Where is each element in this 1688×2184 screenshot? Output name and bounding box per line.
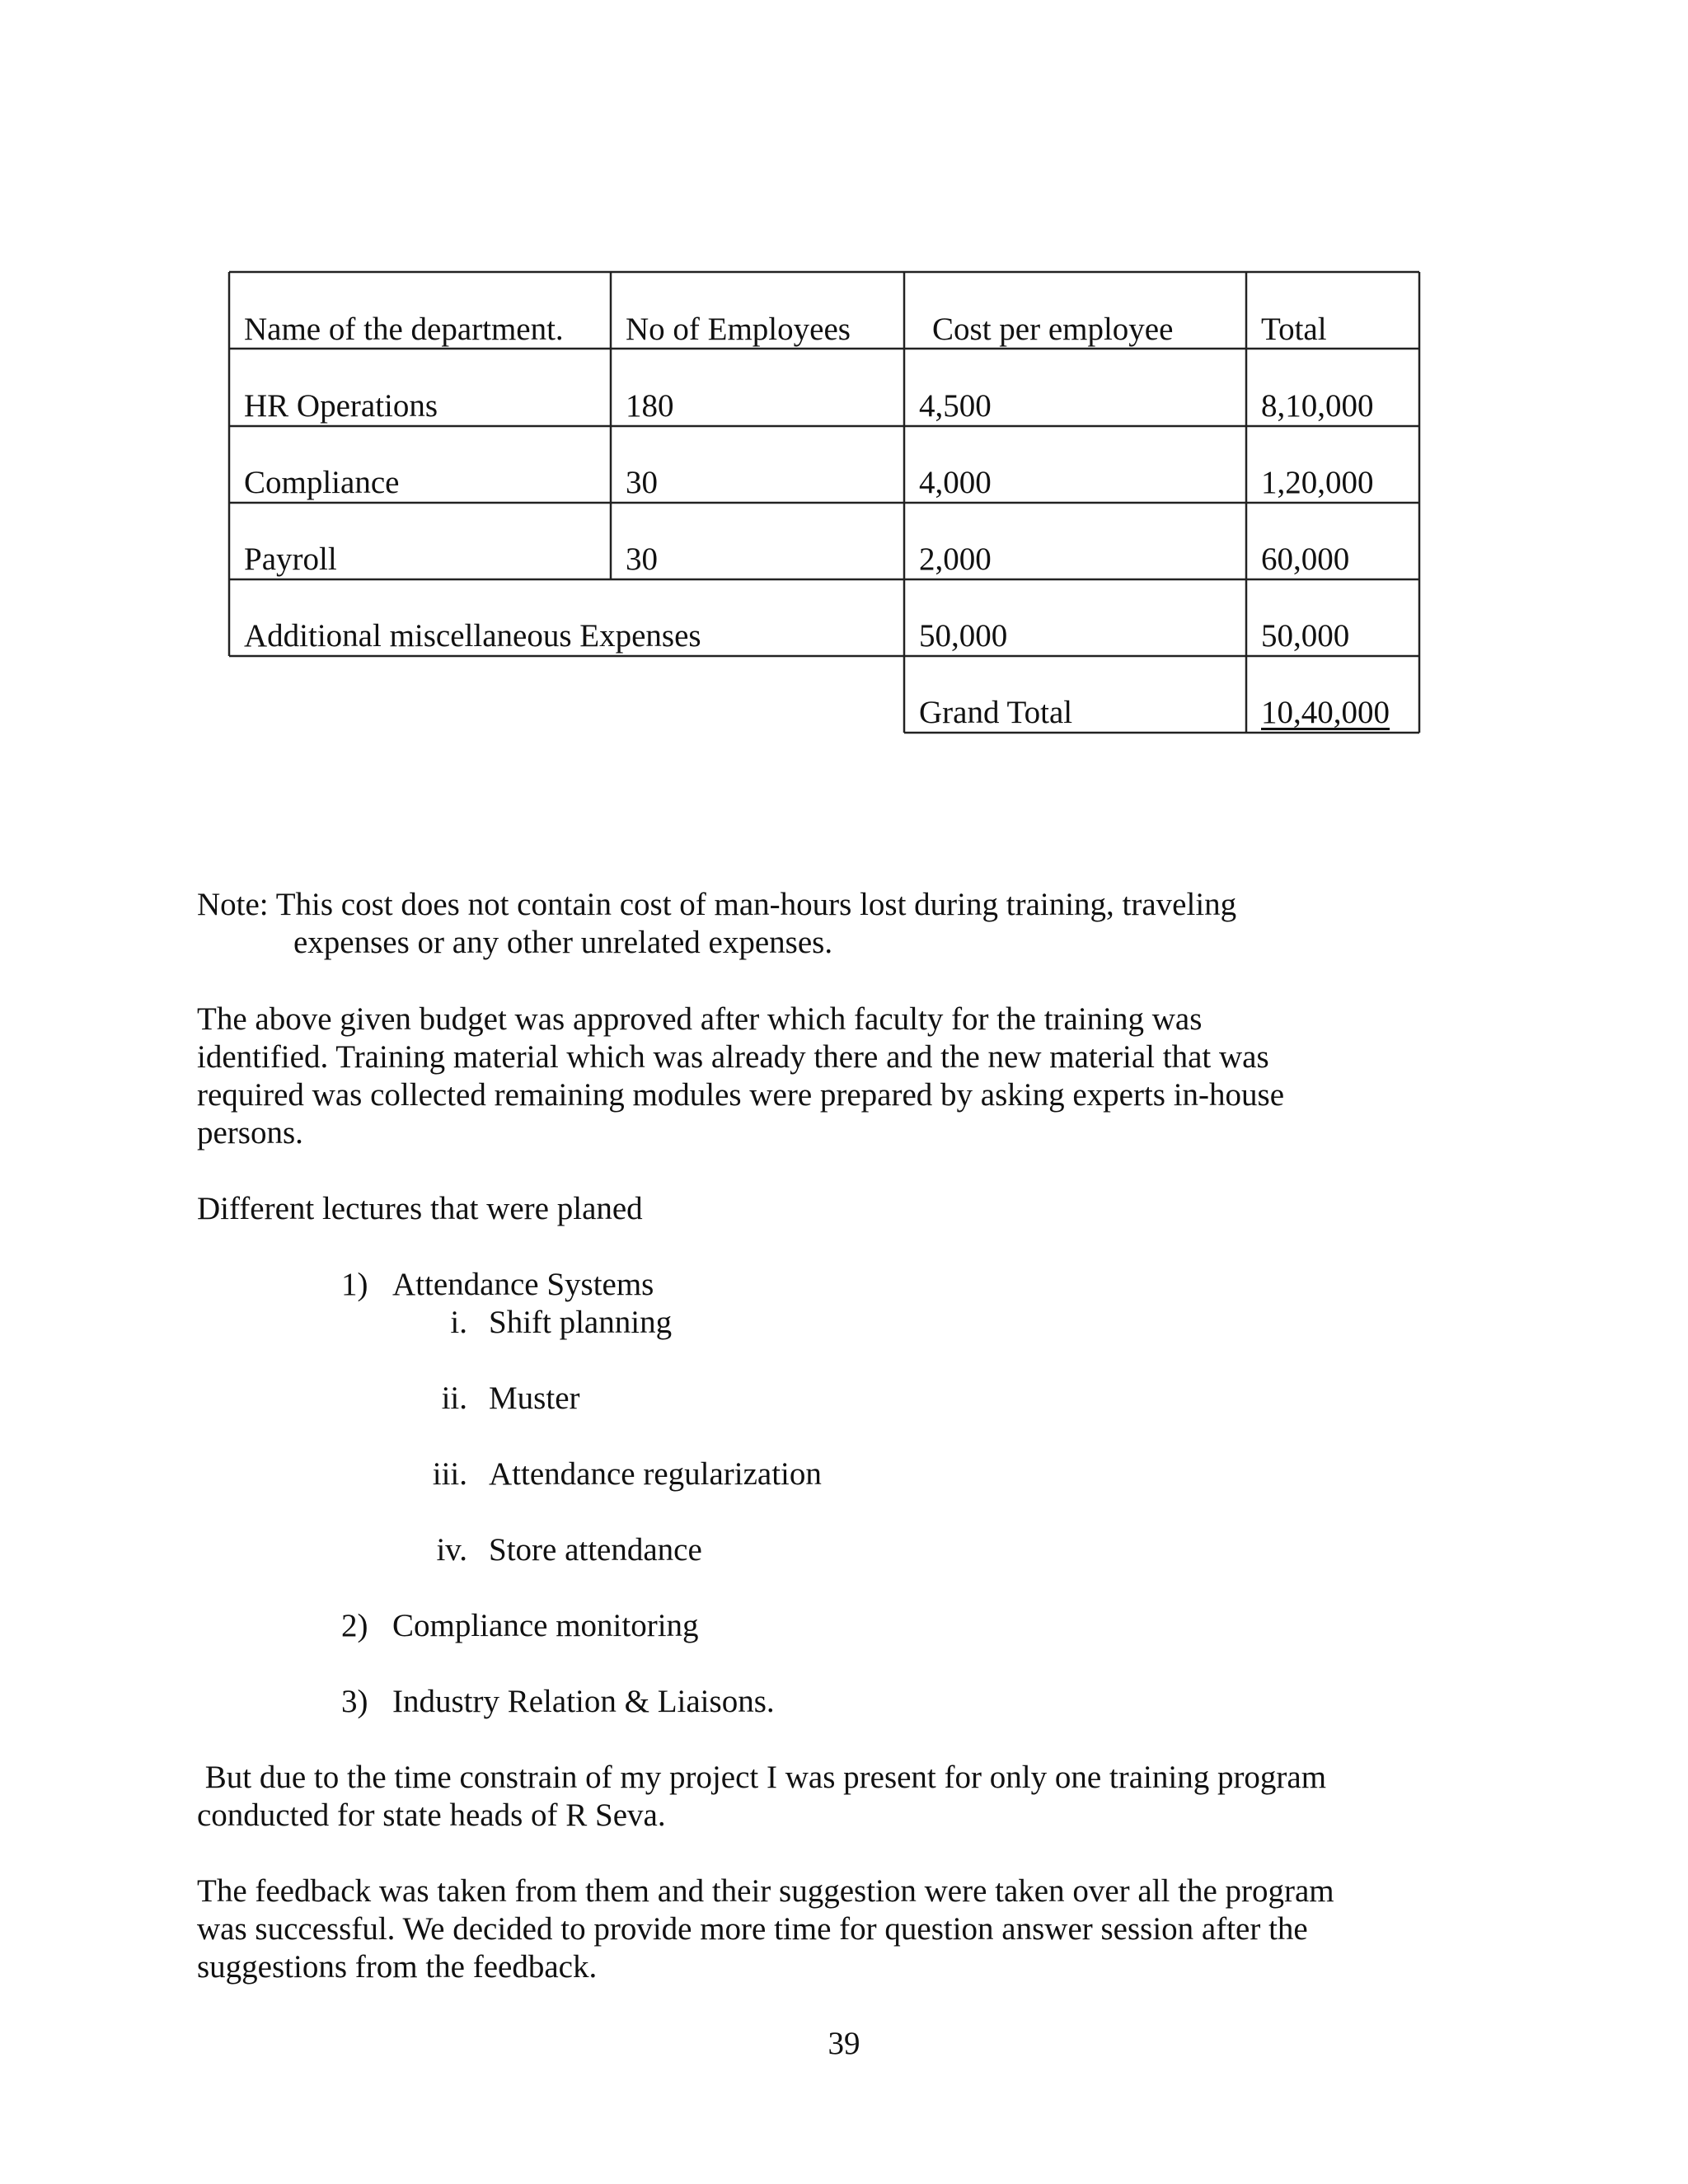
row-payroll-department: Payroll	[244, 541, 337, 577]
paragraph-line: conducted for state heads of R Seva.	[197, 1797, 666, 1833]
lecture-industry-relation: Industry Relation & Liaisons.	[392, 1684, 775, 1719]
header-total: Total	[1261, 312, 1327, 347]
row-hr-cost: 4,500	[919, 388, 992, 424]
sublecture-muster: Muster	[489, 1380, 580, 1416]
list-marker: 2)	[341, 1608, 368, 1643]
paragraph-line: persons.	[197, 1115, 303, 1151]
sublecture-store-attendance: Store attendance	[489, 1532, 702, 1568]
sublist-marker: ii.	[441, 1380, 467, 1416]
header-cost: Cost per employee	[932, 312, 1174, 347]
list-marker: 3)	[341, 1684, 368, 1719]
row-compliance-department: Compliance	[244, 465, 400, 500]
row-compliance-employees: 30	[626, 465, 658, 500]
row-hr-employees: 180	[626, 388, 674, 424]
lecture-attendance-systems: Attendance Systems	[392, 1267, 654, 1302]
sublist-marker: iv.	[436, 1532, 467, 1568]
grand-total-label: Grand Total	[919, 695, 1073, 730]
row-misc-total: 50,000	[1261, 618, 1350, 654]
budget-table	[0, 0, 1688, 758]
header-department: Name of the department.	[244, 312, 564, 347]
paragraph-line: required was collected remaining modules were prepared by asking experts in-house	[197, 1077, 1285, 1113]
row-hr-department: HR Operations	[244, 388, 438, 424]
page-number: 39	[828, 2026, 860, 2061]
row-compliance-cost: 4,000	[919, 465, 992, 500]
row-misc-label: Additional miscellaneous Expenses	[244, 618, 701, 654]
paragraph-line: was successful. We decided to provide more time for question answer session after the	[197, 1911, 1308, 1947]
note-line-1: Note: This cost does not contain cost of man-hours lost during training, traveling	[197, 887, 1237, 922]
row-payroll-cost: 2,000	[919, 541, 992, 577]
paragraph-line: The above given budget was approved after which faculty for the training was	[197, 1001, 1203, 1037]
lecture-compliance-monitoring: Compliance monitoring	[392, 1608, 699, 1643]
list-marker: 1)	[341, 1267, 368, 1302]
sublist-marker: i.	[450, 1305, 467, 1340]
paragraph-line: The feedback was taken from them and their suggestion were taken over all the program	[197, 1873, 1334, 1909]
sublist-marker: iii.	[432, 1456, 467, 1492]
paragraph-line: suggestions from the feedback.	[197, 1949, 598, 1985]
row-misc-cost: 50,000	[919, 618, 1008, 654]
header-employees: No of Employees	[626, 312, 851, 347]
lectures-intro: Different lectures that were planed	[197, 1191, 643, 1226]
note-line-2: expenses or any other unrelated expenses.	[293, 925, 833, 960]
sublecture-attendance-regularization: Attendance regularization	[489, 1456, 822, 1492]
paragraph-line: identified. Training material which was already there and the new material that was	[197, 1039, 1269, 1075]
paragraph-line: But due to the time constrain of my project I was present for only one training program	[197, 1760, 1327, 1795]
sublecture-shift-planning: Shift planning	[489, 1305, 673, 1340]
row-compliance-total: 1,20,000	[1261, 465, 1374, 500]
row-payroll-employees: 30	[626, 541, 658, 577]
row-hr-total: 8,10,000	[1261, 388, 1374, 424]
grand-total-value: 10,40,000	[1261, 695, 1390, 730]
row-payroll-total: 60,000	[1261, 541, 1350, 577]
